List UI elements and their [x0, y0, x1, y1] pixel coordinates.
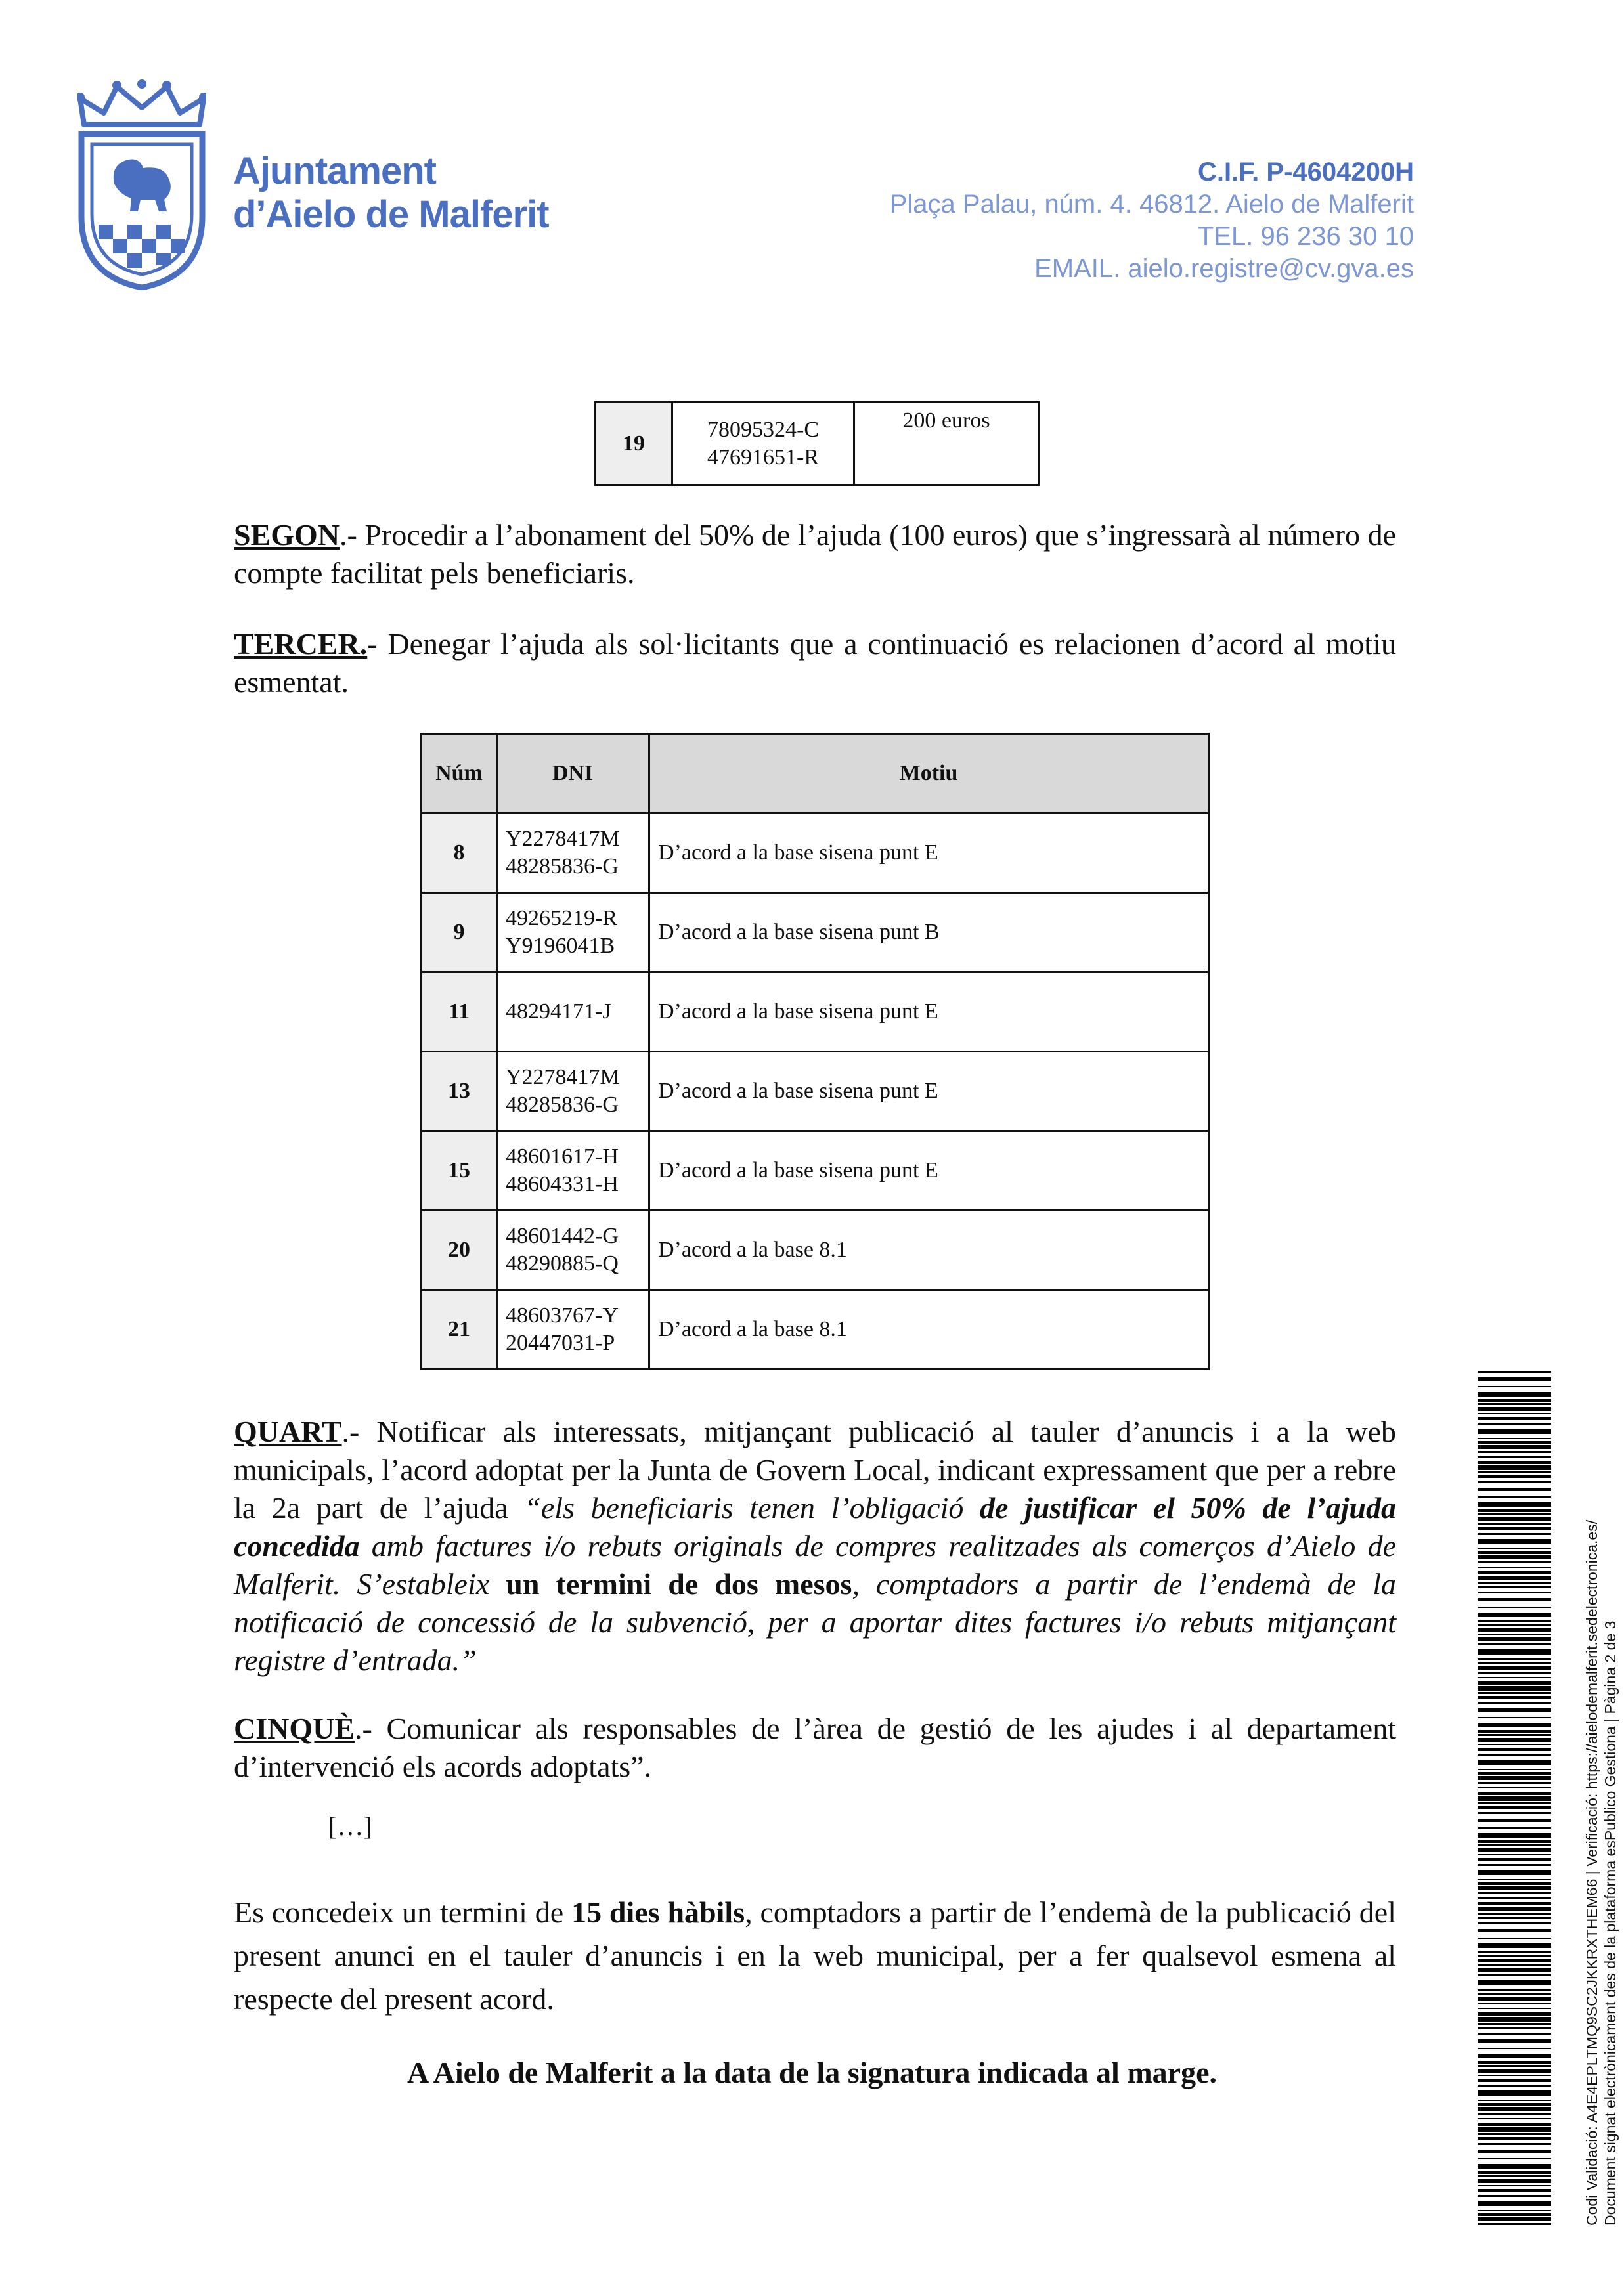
row-motiu: D’acord a la base sisena punt E [649, 1131, 1209, 1211]
barcode-bar [1478, 1819, 1551, 1822]
barcode-bar [1478, 1582, 1551, 1584]
barcode-bar [1478, 2213, 1551, 2216]
row-dni [497, 972, 649, 1052]
barcode-bar [1478, 1744, 1551, 1745]
barcode-bar [1478, 1782, 1551, 1784]
barcode-bar [1478, 1754, 1551, 1756]
barcode-bar [1478, 1964, 1551, 1966]
barcode-bar [1478, 1717, 1551, 1718]
barcode-bar [1478, 1423, 1551, 1425]
barcode-bar [1478, 1882, 1551, 1885]
barcode-bar [1478, 1974, 1551, 1976]
barcode-bar [1478, 1844, 1551, 1846]
row-motiu: D’acord a la base sisena punt E [649, 972, 1209, 1052]
barcode-bar [1478, 1451, 1551, 1453]
verification-side-text [1583, 1353, 1619, 2226]
barcode-bar [1478, 1812, 1551, 1814]
table-row [422, 1211, 1209, 1290]
dni-line: 48601617-H [506, 1144, 619, 1169]
barcode-bar [1478, 1527, 1551, 1530]
verification-line: Codi Validació: A4E4EPLTMQ9SC2JKKRXTHEM66 | Verificació: https://aielodemalferit.sedelectronica.es/ [1583, 1519, 1600, 2226]
org-name-line2: d’Aielo de Malferit [233, 193, 549, 236]
barcode-bar [1478, 1551, 1551, 1554]
tercer-text: - Denegar l’ajuda als sol·licitants que a continuació es relacionen d’acord al motiu esmentat. [234, 627, 1396, 699]
telephone: TEL. 96 236 30 10 [1197, 222, 1414, 251]
barcode-bar [1478, 2103, 1551, 2106]
table-row [596, 402, 1039, 485]
row-dni [497, 1052, 649, 1131]
barcode-bar [1478, 1951, 1551, 1953]
barcode-bar [1478, 2085, 1551, 2087]
barcode-bar [1478, 1796, 1551, 1801]
barcode-bar [1478, 1429, 1551, 1434]
segon-text: .- Procedir a l’abonament del 50% de l’ajuda (100 euros) que s’ingressarà al número de compte facilitat pels beneficiaris. [234, 518, 1396, 590]
row-num: 20 [422, 1211, 497, 1290]
barcode-bar [1478, 1840, 1551, 1843]
beneficiary-dni [672, 402, 854, 485]
email: EMAIL. aielo.registre@cv.gva.es [1034, 254, 1414, 283]
barcode-bar [1478, 1681, 1551, 1685]
barcode-bar [1478, 2079, 1551, 2082]
barcode-bar [1478, 1392, 1551, 1397]
barcode-bar [1478, 2127, 1551, 2132]
verification-line: Document signat electrònicament des de la plataforma esPublico Gestiona | Pàgina 2 de 3 [1602, 1620, 1619, 2226]
barcode-bar [1478, 1488, 1551, 1491]
row-dni [497, 1211, 649, 1290]
barcode-bar [1478, 1666, 1551, 1670]
barcode-bar [1478, 1628, 1551, 1632]
barcode-bar [1478, 1686, 1551, 1691]
barcode-bar [1478, 2158, 1551, 2159]
barcode-bar [1478, 1513, 1551, 1515]
denied-applicants-table [420, 733, 1210, 1370]
barcode-bar [1478, 2210, 1551, 2211]
dni-line: Y2278417M [506, 1065, 620, 1089]
barcode-bar [1478, 1586, 1551, 1588]
barcode-bar [1478, 2150, 1551, 2153]
barcode-bar [1478, 1417, 1551, 1420]
quart-term-bold: un termini de dos mesos [506, 1567, 852, 1601]
barcode-bar [1478, 1997, 1551, 2001]
barcode-bar [1478, 2048, 1551, 2049]
barcode-bar [1478, 1827, 1551, 1829]
row-motiu: D’acord a la base sisena punt B [649, 893, 1209, 972]
barcode-bar [1478, 1456, 1551, 1458]
barcode-bar [1478, 1938, 1551, 1939]
barcode-bar [1478, 1567, 1551, 1568]
table-row [422, 893, 1209, 972]
barcode-bar [1478, 1913, 1551, 1915]
barcode-bar [1478, 1886, 1551, 1890]
municipal-coat-of-arms-logo [77, 79, 206, 290]
barcode-bar [1478, 1471, 1551, 1473]
barcode-bar [1478, 1555, 1551, 1559]
closing-statement: A Aielo de Malferit a la data de la signatura indicada al marge. [407, 2056, 1217, 2089]
barcode-bar [1478, 2217, 1551, 2221]
cinque-label: CINQUÈ [234, 1712, 355, 1745]
barcode-bar [1478, 1662, 1551, 1664]
row-num: 8 [422, 813, 497, 893]
barcode-bar [1478, 1897, 1551, 1899]
segon-label: SEGON [234, 518, 340, 552]
barcode-bar [1478, 1607, 1551, 1608]
barcode-bar [1478, 1465, 1551, 1470]
barcode-bar [1478, 1738, 1551, 1742]
dni-line: 78095324-C [707, 417, 819, 442]
barcode-bar [1478, 2061, 1551, 2064]
barcode-bar [1478, 2012, 1551, 2016]
barcode-bar [1478, 1730, 1551, 1733]
header-num: Núm [422, 734, 497, 813]
deadline-days: 15 dies hàbils [571, 1895, 745, 1929]
address: Plaça Palau, núm. 4. 46812. Aielo de Malferit [889, 190, 1414, 219]
row-num: 13 [422, 1052, 497, 1131]
header-motiu: Motiu [649, 734, 1209, 813]
barcode-bar [1478, 2185, 1551, 2186]
barcode-bar [1478, 1702, 1551, 1704]
barcode-bar [1478, 1792, 1551, 1795]
barcode-bar [1478, 1407, 1551, 1411]
row-num: 21 [422, 1290, 497, 1370]
barcode-bar [1478, 1561, 1551, 1563]
barcode-bar [1478, 2113, 1551, 2115]
barcode-bar [1478, 1980, 1551, 1985]
barcode-bar [1478, 2133, 1551, 2135]
barcode-bar [1478, 1643, 1551, 1645]
barcode-bar [1478, 2179, 1551, 2183]
barcode-bar [1478, 1748, 1551, 1751]
barcode-bar [1478, 1672, 1551, 1674]
barcode-bar [1478, 1968, 1551, 1972]
barcode-bar [1478, 1902, 1551, 1905]
barcode-bar [1478, 1848, 1551, 1852]
row-num: 9 [422, 893, 497, 972]
dni-line: 20447031-P [506, 1331, 615, 1355]
quart-quote: amb factures i/o rebuts originals de compres realitzades als comerços d’Aielo de Malferit. S’estableix [234, 1529, 1396, 1601]
barcode-bar [1478, 1475, 1551, 1478]
barcode-bar [1478, 2069, 1551, 2073]
segon-paragraph [234, 516, 1396, 592]
quart-label: QUART [234, 1415, 342, 1448]
org-name-line1: Ajuntament [233, 150, 436, 192]
barcode-bar [1478, 1854, 1551, 1855]
row-dni [497, 893, 649, 972]
barcode-bar [1478, 1922, 1551, 1924]
dni-line: 48603767-Y [506, 1303, 619, 1328]
table-row [422, 1290, 1209, 1370]
header-dni: DNI [497, 734, 649, 813]
barcode-bar [1478, 1620, 1551, 1622]
row-dni [497, 813, 649, 893]
barcode-bar [1478, 1509, 1551, 1512]
barcode-bar [1478, 1539, 1551, 1544]
barcode-bar [1478, 1870, 1551, 1875]
barcode-bar [1478, 1637, 1551, 1641]
barcode-bar [1478, 1613, 1551, 1617]
barcode-bar [1478, 1371, 1551, 1373]
deadline-text: , comptadors a partir de l’endemà de la publicació del present anunci en el tauler d’anuncis i en la web municipal, per a fer qualsevol esmena al respecte del present acord. [234, 1895, 1396, 2016]
barcode-bar [1478, 1802, 1551, 1804]
barcode-bar [1478, 2171, 1551, 2174]
row-dni [497, 1131, 649, 1211]
barcode-bar [1478, 2143, 1551, 2145]
barcode-bar [1478, 2003, 1551, 2004]
barcode-bar [1478, 1833, 1551, 1838]
barcode-bar [1478, 2201, 1551, 2206]
barcode-bar [1478, 1403, 1551, 1405]
barcode-bar [1478, 1523, 1551, 1525]
barcode-bar [1478, 2195, 1551, 2197]
beneficiary-table-continued [594, 401, 1040, 486]
barcode-bar [1478, 1708, 1551, 1712]
organization-name [233, 150, 549, 236]
barcode-bar [1478, 2017, 1551, 2022]
barcode-bar [1478, 1955, 1551, 1957]
barcode-bar [1478, 1929, 1551, 1932]
barcode-bar [1478, 1649, 1551, 1655]
barcode-bar [1478, 2100, 1551, 2101]
dni-line: 48601442-G [506, 1224, 619, 1248]
barcode-bar [1478, 1772, 1551, 1775]
cinque-paragraph [234, 1710, 1396, 1786]
dni-line: Y2278417M [506, 827, 620, 851]
barcode-bar [1478, 1576, 1551, 1580]
barcode-bar [1478, 1624, 1551, 1626]
quart-quote: , comptadors a partir de l’endemà de la notificació de concessió de la subvenció, per a aportar dites factures i/o rebuts mitjançant registre d’entrada.” [234, 1567, 1396, 1677]
row-motiu: D’acord a la base sisena punt E [649, 1052, 1209, 1131]
table-row [422, 1052, 1209, 1131]
barcode-bar [1478, 1943, 1551, 1948]
cif-number: C.I.F. P-4604200H [1197, 158, 1414, 186]
barcode-bar [1478, 1634, 1551, 1635]
quart-quote-bold: de justificar el 50% de l’ajuda concedida [234, 1491, 1397, 1563]
barcode-bar [1478, 1386, 1551, 1387]
barcode-bar [1478, 1734, 1551, 1736]
barcode-bar [1478, 2033, 1551, 2035]
barcode-bar [1478, 1461, 1551, 1464]
barcode-bar [1478, 1879, 1551, 1880]
tercer-paragraph [234, 625, 1396, 701]
barcode-bar [1478, 1413, 1551, 1414]
row-num: 15 [422, 1131, 497, 1211]
barcode-bar [1478, 1692, 1551, 1694]
contact-block [890, 156, 1414, 285]
row-dni [497, 1290, 649, 1370]
row-motiu: D’acord a la base 8.1 [649, 1290, 1209, 1370]
quart-paragraph [234, 1413, 1396, 1679]
barcode-bar [1478, 1481, 1551, 1483]
barcode-bar [1478, 2075, 1551, 2076]
barcode-bar [1478, 1677, 1551, 1678]
barcode-bar [1478, 2027, 1551, 2029]
table-row [422, 1131, 1209, 1211]
dni-line: 47691651-R [707, 444, 819, 469]
barcode-bar [1478, 1892, 1551, 1894]
barcode-bar [1478, 1441, 1551, 1444]
barcode-bar [1478, 2090, 1551, 2096]
barcode-bar [1478, 1989, 1551, 1991]
barcode-bar [1478, 1858, 1551, 1861]
barcode-bar [1478, 1769, 1551, 1770]
barcode-bar [1478, 1496, 1551, 1498]
quart-text: .- Notificar als interessats, mitjançant publicació al tauler d’anuncis i a la web municipals, l’acord adoptat per la Junta de Govern Local, indicant expressament que per a rebre la 2a part de l’ajuda [234, 1415, 1396, 1525]
barcode-bar [1478, 1517, 1551, 1521]
barcode-bar [1478, 1502, 1551, 1507]
quart-quote: “els beneficiaris tenen l’obligació [524, 1491, 980, 1525]
row-motiu: D’acord a la base 8.1 [649, 1211, 1209, 1290]
barcode-bar [1478, 1776, 1551, 1780]
dni-line: 48290885-Q [506, 1251, 619, 1276]
validation-barcode [1478, 1371, 1551, 2226]
table-row [422, 813, 1209, 893]
beneficiary-num: 19 [596, 402, 672, 485]
barcode-bar [1478, 2065, 1551, 2067]
omission-ellipsis: […] [328, 1811, 372, 1841]
barcode-bar [1478, 2039, 1551, 2043]
dni-line: Y9196041B [506, 934, 615, 958]
barcode-bar [1478, 2008, 1551, 2009]
barcode-bar [1478, 1377, 1551, 1381]
barcode-bar [1478, 1723, 1551, 1727]
barcode-bar [1478, 1864, 1551, 1866]
barcode-bar [1478, 1696, 1551, 1699]
beneficiary-amount: 200 euros [854, 402, 1039, 485]
cinque-text: .- Comunicar als responsables de l’àrea de gestió de les ajudes i al departament d’intervenció els acords adoptats”. [234, 1712, 1396, 1783]
dni-line: 48285836-G [506, 1093, 619, 1117]
barcode-bar [1478, 1571, 1551, 1574]
barcode-bar [1478, 2123, 1551, 2126]
barcode-bar [1478, 1438, 1551, 1439]
deadline-paragraph [234, 1891, 1396, 2021]
barcode-bar [1478, 1548, 1551, 1549]
dni-line: 48604331-H [506, 1172, 619, 1196]
barcode-bar [1478, 1592, 1551, 1593]
barcode-bar [1478, 2164, 1551, 2169]
barcode-bar [1478, 1399, 1551, 1402]
row-num: 11 [422, 972, 497, 1052]
dni-line: 48294171-J [506, 999, 611, 1024]
barcode-bar [1478, 2118, 1551, 2119]
row-motiu: D’acord a la base sisena punt E [649, 813, 1209, 893]
tercer-label: TERCER. [234, 627, 368, 661]
barcode-bar [1478, 2189, 1551, 2192]
barcode-bar [1478, 1993, 1551, 1995]
barcode-bar [1478, 1907, 1551, 1911]
table-header-row [422, 734, 1209, 813]
barcode-bar [1478, 2054, 1551, 2058]
barcode-bar [1478, 1445, 1551, 1449]
barcode-bar [1478, 1760, 1551, 1765]
barcode-bar [1478, 2223, 1551, 2225]
barcode-bar [1478, 1806, 1551, 1809]
barcode-bar [1478, 1533, 1551, 1535]
barcode-bar [1478, 1658, 1551, 1660]
dni-line: 49265219-R [506, 906, 617, 930]
barcode-bar [1478, 1787, 1551, 1788]
barcode-bar [1478, 2175, 1551, 2177]
dni-line: 48285836-G [506, 854, 619, 878]
deadline-text: Es concedeix un termini de [234, 1895, 572, 1929]
barcode-bar [1478, 1959, 1551, 1962]
barcode-bar [1478, 1598, 1551, 1601]
table-row [422, 972, 1209, 1052]
barcode-bar [1478, 2023, 1551, 2025]
barcode-bar [1478, 2107, 1551, 2111]
barcode-bar [1478, 1917, 1551, 1919]
barcode-bar [1478, 2137, 1551, 2140]
